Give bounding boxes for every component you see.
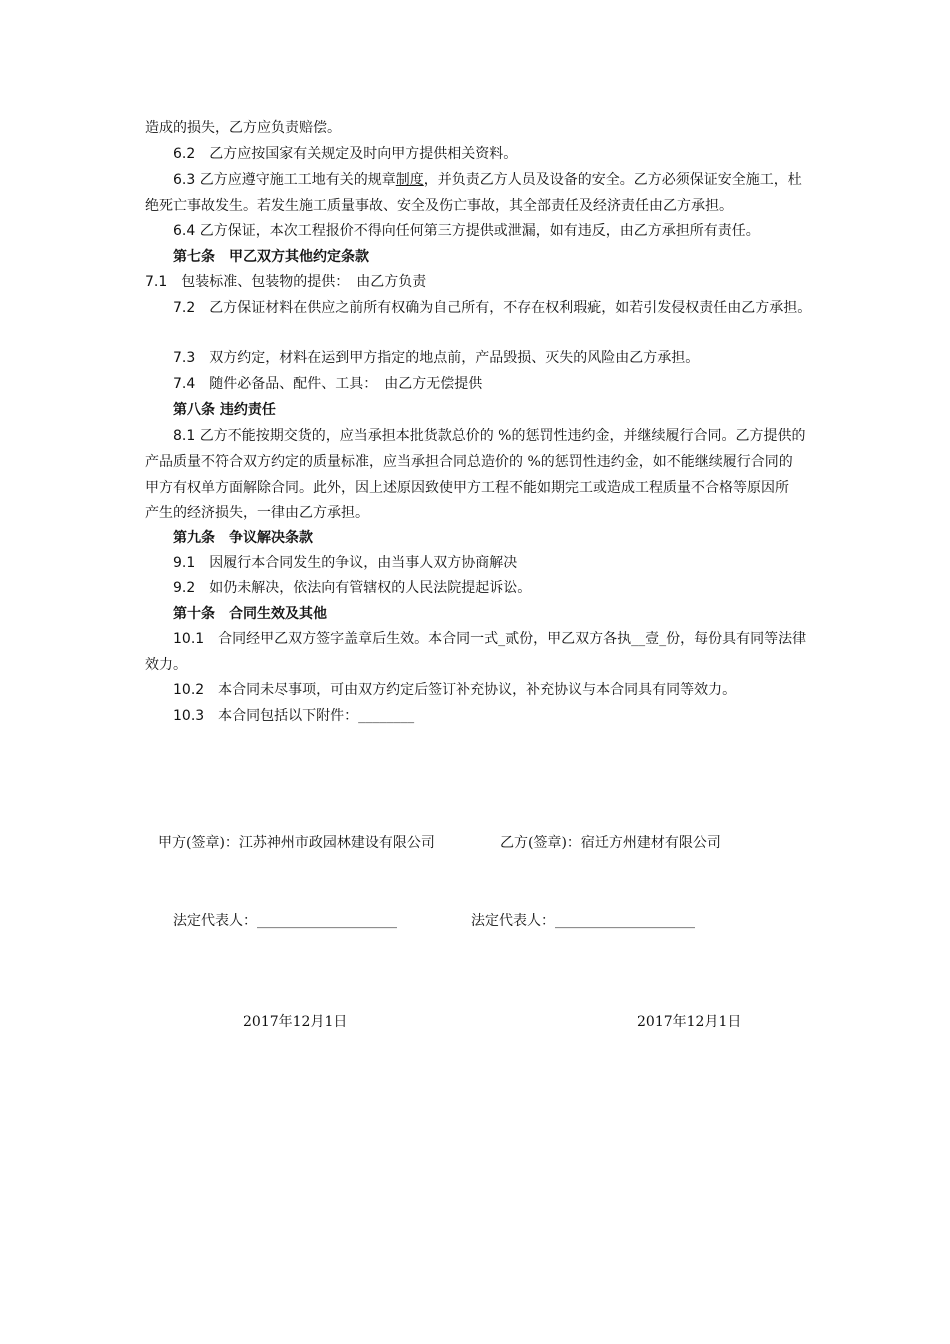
party-a-date: 2017年12月1日 xyxy=(243,1014,348,1030)
clause-10-1-line2: 效力。 xyxy=(145,657,187,673)
clause-text: 随件必备品、配件、工具： 由乙方无偿提供 xyxy=(209,376,483,392)
clause-number: 7.1 xyxy=(145,274,168,290)
heading-article-10: 第十条 合同生效及其他 xyxy=(173,606,327,622)
clause-text: 本合同未尽事项，可由双方约定后签订补充协议，补充协议与本合同具有同等效力。 xyxy=(218,682,737,698)
clause-number: 7.2 xyxy=(173,300,196,316)
party-a-representative: 法定代表人：____________________ xyxy=(173,913,397,929)
clause-text: 乙方不能按期交货的，应当承担本批货款总价的 %的惩罚性违约金，并继续履行合同。乙方提供的 xyxy=(199,428,806,444)
clause-number: 7.4 xyxy=(173,376,196,392)
party-b-date: 2017年12月1日 xyxy=(637,1014,742,1030)
clause-number: 6.4 xyxy=(173,223,196,239)
heading-article-7: 第七条 甲乙双方其他约定条款 xyxy=(173,249,369,265)
clause-number: 6.3 xyxy=(173,172,196,188)
clause-text: 合同经甲乙双方签字盖章后生效。本合同一式_贰份，甲乙双方各执__壹_份，每份具有同等法律 xyxy=(218,631,807,647)
clause-number: 9.2 xyxy=(173,580,196,596)
party-a-seal: 甲方(签章)：江苏神州市政园林建设有限公司 xyxy=(158,835,435,851)
clause-text: 包装标准、包装物的提供： 由乙方负责 xyxy=(181,274,427,290)
clause-text: 乙方保证，本次工程报价不得向任何第三方提供或泄漏，如有违反，由乙方承担所有责任。 xyxy=(199,223,760,239)
clause-number: 7.3 xyxy=(173,350,196,366)
clause-7-2 xyxy=(173,299,811,317)
clause-6-3 xyxy=(173,171,802,189)
clause-10-2 xyxy=(173,681,736,699)
clause-number: 10.3 xyxy=(173,708,205,724)
clause-number: 6.2 xyxy=(173,146,196,162)
clause-number: 8.1 xyxy=(173,428,196,444)
clause-6-1-tail: 造成的损失，乙方应负责赔偿。 xyxy=(145,120,341,136)
underlined-text: 制度 xyxy=(395,172,424,188)
clause-number: 10.2 xyxy=(173,682,205,698)
clause-7-4 xyxy=(173,375,482,393)
clause-8-1-line3: 甲方有权单方面解除合同。此外，因上述原因致使甲方工程不能如期完工或造成工程质量不合格等原因所 xyxy=(145,480,789,496)
clause-8-1-line4: 产生的经济损失，一律由乙方承担。 xyxy=(145,505,369,521)
clause-text: 乙方应按国家有关规定及时向甲方提供相关资料。 xyxy=(209,146,518,162)
clause-9-1 xyxy=(173,554,517,572)
party-b-seal: 乙方(签章)：宿迁方州建材有限公司 xyxy=(500,835,721,851)
heading-article-8: 第八条 违约责任 xyxy=(173,402,276,418)
clause-text: ，并负责乙方人员及设备的安全。乙方必须保证安全施工，杜 xyxy=(423,172,802,188)
clause-10-1 xyxy=(173,630,806,648)
clause-number: 9.1 xyxy=(173,555,196,571)
party-b-representative: 法定代表人：____________________ xyxy=(471,913,695,929)
clause-text: 因履行本合同发生的争议，由当事人双方协商解决 xyxy=(209,555,518,571)
clause-text: 双方约定，材料在运到甲方指定的地点前，产品毁损、灭失的风险由乙方承担。 xyxy=(209,350,700,366)
clause-10-3 xyxy=(173,707,414,725)
clause-6-4 xyxy=(173,222,760,240)
clause-9-2 xyxy=(173,579,531,597)
clause-text: 乙方保证材料在供应之前所有权确为自己所有，不存在权利瑕疵，如若引发侵权责任由乙方承担。 xyxy=(209,300,812,316)
clause-text: 本合同包括以下附件：________ xyxy=(218,708,415,724)
clause-text: 乙方应遵守施工工地有关的规章 xyxy=(199,172,396,188)
clause-text: 如仍未解决，依法向有管辖权的人民法院提起诉讼。 xyxy=(209,580,532,596)
clause-number: 10.1 xyxy=(173,631,205,647)
clause-8-1-line2: 产品质量不符合双方约定的质量标准，应当承担合同总造价的 %的惩罚性违约金，如不能继续履行合同的 xyxy=(145,454,793,470)
clause-6-3-line2: 绝死亡事故发生。若发生施工质量事故、安全及伤亡事故，其全部责任及经济责任由乙方承担。 xyxy=(145,198,733,214)
clause-6-2 xyxy=(173,145,517,163)
clause-7-3 xyxy=(173,349,699,367)
clause-7-1 xyxy=(145,273,426,291)
clause-8-1 xyxy=(173,427,805,445)
heading-article-9: 第九条 争议解决条款 xyxy=(173,530,313,546)
